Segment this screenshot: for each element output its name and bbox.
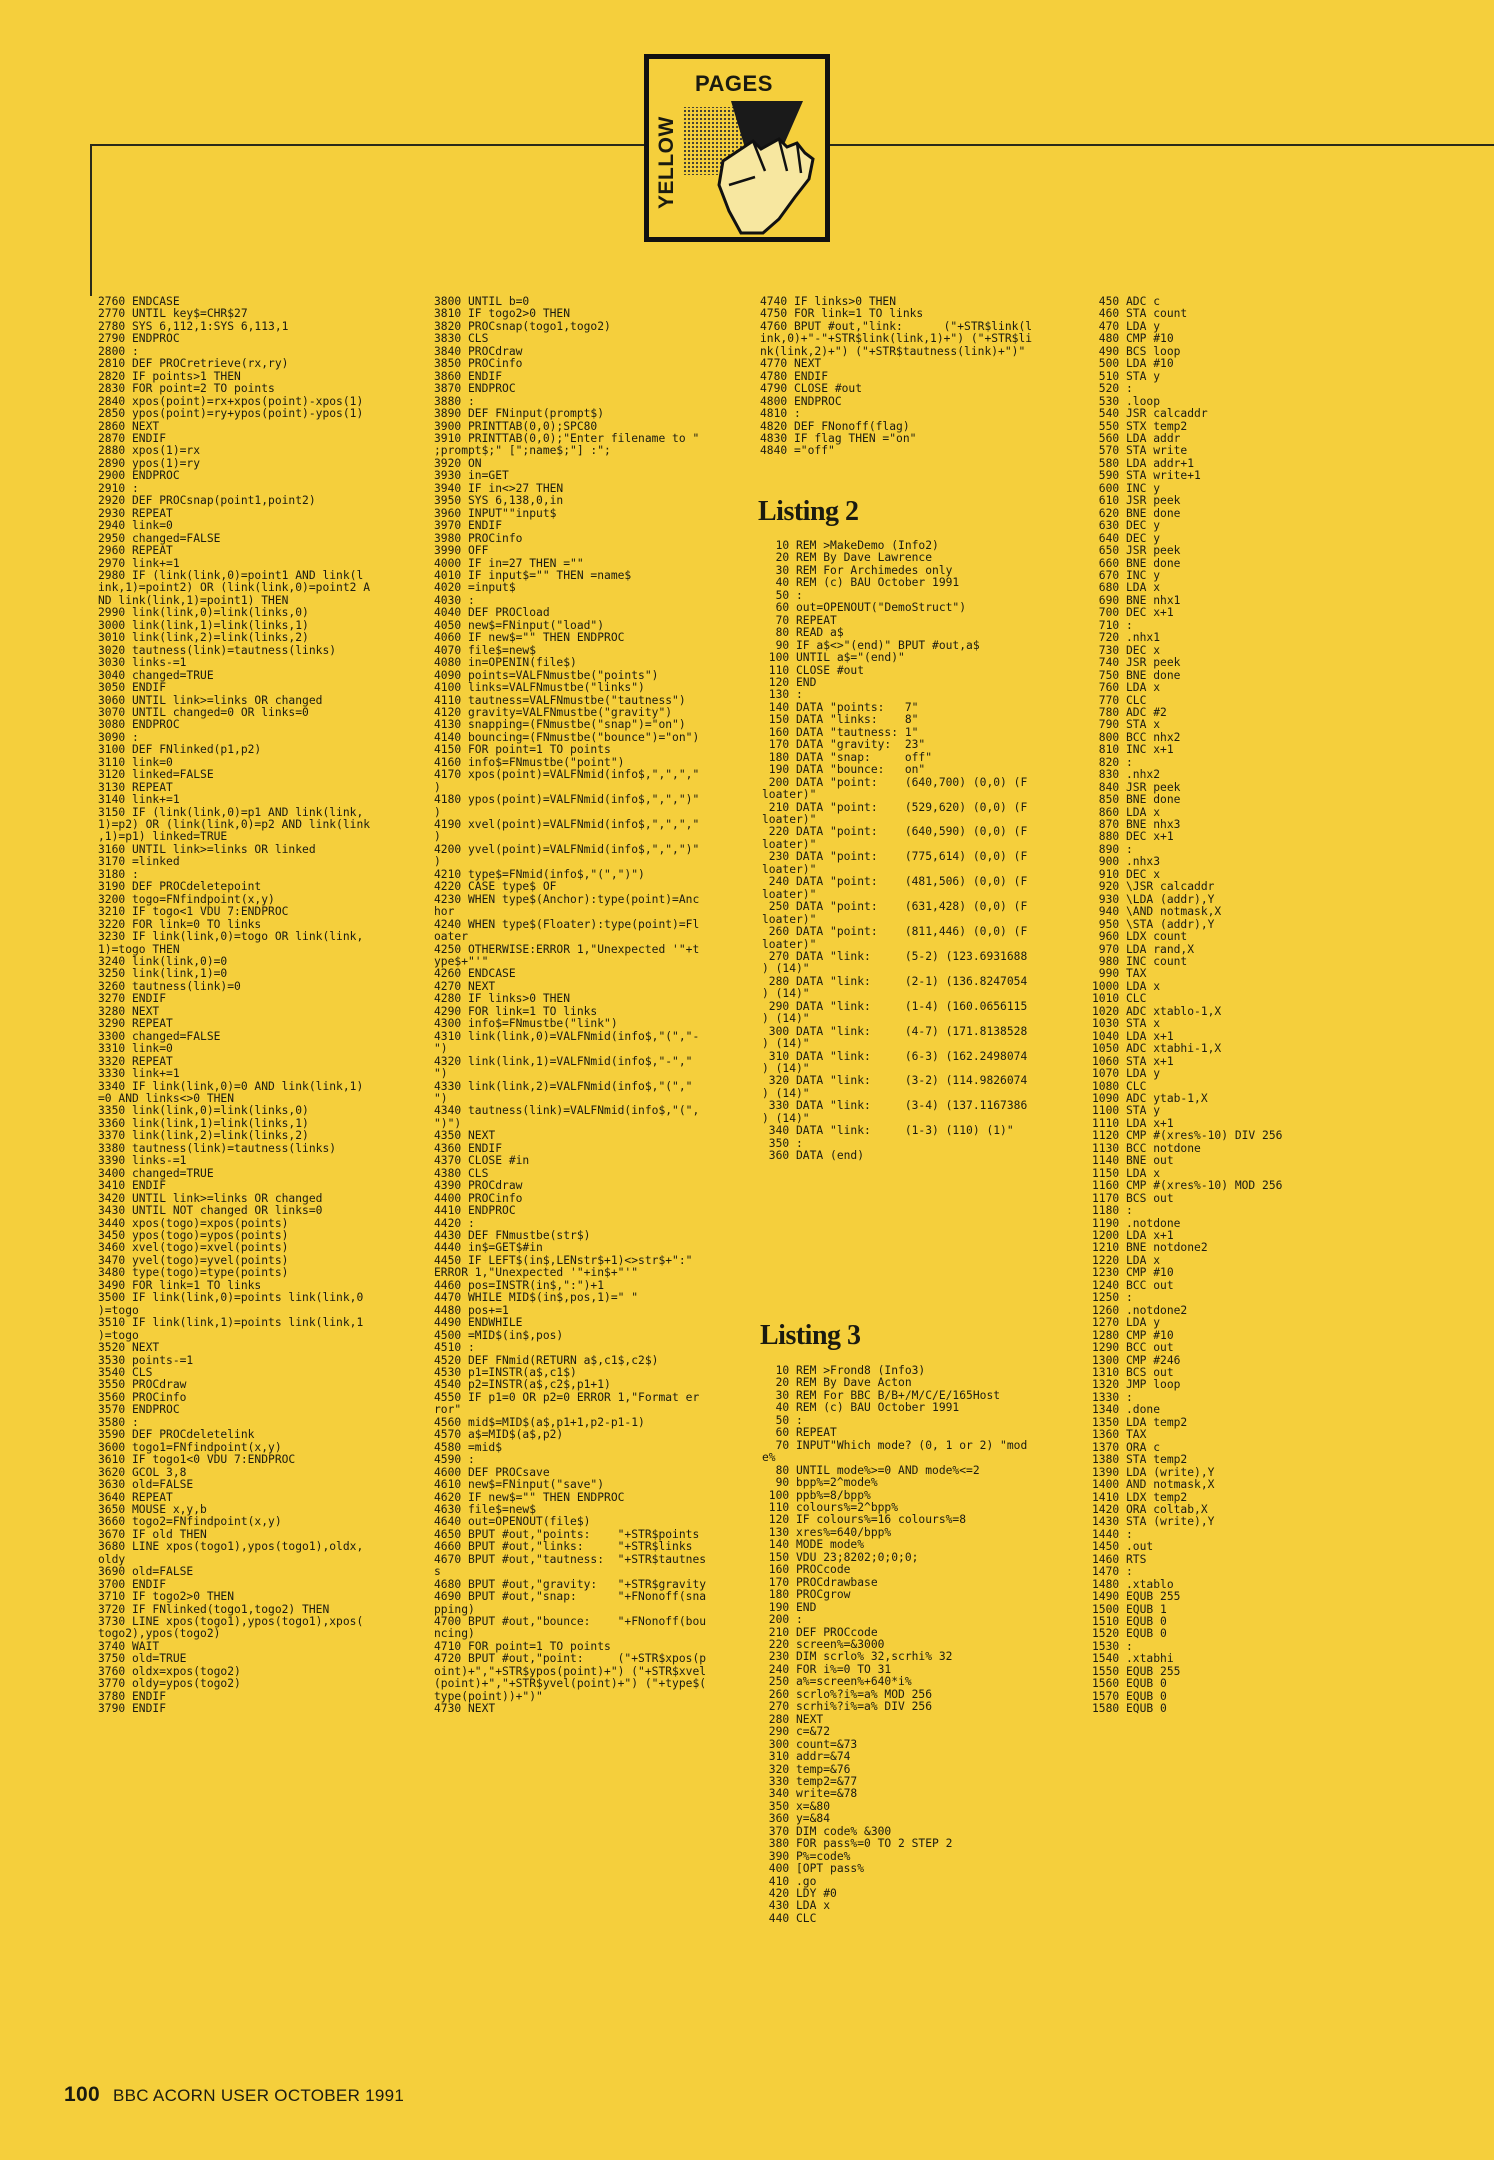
hand-icon	[683, 101, 823, 236]
yellow-pages-logo	[644, 54, 830, 242]
listing1-column-3: 4740 IF links>0 THEN 4750 FOR link=1 TO links 4760 BPUT #out,"link: ("+STR$link(l ink,0)+"-"+STR$link(link,1)+") ("+STR$li nk(link,2)+") ("+STR$tautness(link)+")" 4770 NEXT 4780 ENDIF 4790 CLOSE #out 4800 ENDPROC 4810 : 4820 DEF FNonoff(flag) 4830 IF flag THEN ="on" 4840 ="off"	[760, 295, 1033, 458]
listing1-column-2: 3800 UNTIL b=0 3810 IF togo2>0 THEN 3820 PROCsnap(togo1,togo2) 3830 CLS 3840 PROCdraw 3850 PROCinfo 3860 ENDIF 3870 ENDPROC 3880 : 3890 DEF FNinput(prompt$) 3900 PRINTTAB(0,0);SPC80 3910 PRINTTAB(0,0);"Enter filename to " ;prompt$;" [";name$;"] :"; 3920 ON 3930 in=GET 3940 IF in<>27 THEN 3950 SYS 6,138,0,in 3960 INPUT""input$ 3970 ENDIF 3980 PROCinfo 3990 OFF 4000 IF in=27 THEN ="" 4010 IF input$="" THEN =name$ 4020 =input$ 4030 : 4040 DEF PROCload 4050 new$=FNinput("load") 4060 IF new$="" THEN ENDPROC 4070 file$=new$ 4080 in=OPENIN(file$) 4090 points=VALFNmustbe("points") 4100 links=VALFNmustbe("links") 4110 tautness=VALFNmustbe("tautness") 4120 gravity=VALFNmustbe("gravity") 4130 snapping=(FNmustbe("snap")="on") 4140 bouncing=(FNmustbe("bounce")="on") 4150 FOR point=1 TO points 4160 info$=FNmustbe("point") 4170 xpos(point)=VALFNmid(info$,",","," ) 4180 ypos(point)=VALFNmid(info$,",",")" ) 4190 xvel(point)=VALFNmid(info$,",","," ) 4200 yvel(point)=VALFNmid(info$,",",")" ) 4210 type$=FNmid(info$,"(",")") 4220 CASE type$ OF 4230 WHEN type$(Anchor):type(point)=Anc hor 4240 WHEN type$(Floater):type(point)=Fl oater 4250 OTHERWISE:ERROR 1,"Unexpected '"+t ype$+"'" 4260 ENDCASE 4270 NEXT 4280 IF links>0 THEN 4290 FOR link=1 TO links 4300 info$=FNmustbe("link") 4310 link(link,0)=VALFNmid(info$,"(","- ") 4320 link(link,1)=VALFNmid(info$,"-"," ") 4330 link(link,2)=VALFNmid(info$,"("," ") 4340 tautness(link)=VALFNmid(info$,"(", ")") 4350 NEXT 4360 ENDIF 4370 CLOSE #in 4380 CLS 4390 PROCdraw 4400 PROCinfo 4410 ENDPROC 4420 : 4430 DEF FNmustbe(str$) 4440 in$=GET$#in 4450 IF LEFT$(in$,LENstr$+1)<>str$+":" ERROR 1,"Unexpected '"+in$+"'" 4460 pos=INSTR(in$,":")+1 4470 WHILE MID$(in$,pos,1)=" " 4480 pos+=1 4490 ENDWHILE 4500 =MID$(in$,pos) 4510 : 4520 DEF FNmid(RETURN a$,c1$,c2$) 4530 p1=INSTR(a$,c1$) 4540 p2=INSTR(a$,c2$,p1+1) 4550 IF p1=0 OR p2=0 ERROR 1,"Format er ror" 4560 mid$=MID$(a$,p1+1,p2-p1-1) 4570 a$=MID$(a$,p2) 4580 =mid$ 4590 : 4600 DEF PROCsave 4610 new$=FNinput("save") 4620 IF new$="" THEN ENDPROC 4630 file$=new$ 4640 out=OPENOUT(file$) 4650 BPUT #out,"points: "+STR$points 4660 BPUT #out,"links: "+STR$links 4670 BPUT #out,"tautness: "+STR$tautnes s 4680 BPUT #out,"gravity: "+STR$gravity 4690 BPUT #out,"snap: "+FNonoff(sna pping) 4700 BPUT #out,"bounce: "+FNonoff(bou ncing) 4710 FOR point=1 TO points 4720 BPUT #out,"point: ("+STR$xpos(p oint)+","+STR$ypos(point)+") ("+STR$xvel (point)+","+STR$yvel(point)+") ("+type$( type(point))+")" 4730 NEXT	[434, 295, 707, 1716]
page-number: 100	[64, 2083, 100, 2106]
listing1-column-1: 2760 ENDCASE 2770 UNTIL key$=CHR$27 2780 SYS 6,112,1:SYS 6,113,1 2790 ENDPROC 2800 : 2810 DEF PROCretrieve(rx,ry) 2820 IF points>1 THEN 2830 FOR point=2 TO points 2840 xpos(point)=rx+xpos(point)-xpos(1) 2850 ypos(point)=ry+ypos(point)-ypos(1) 2860 NEXT 2870 ENDIF 2880 xpos(1)=rx 2890 ypos(1)=ry 2900 ENDPROC 2910 : 2920 DEF PROCsnap(point1,point2) 2930 REPEAT 2940 link=0 2950 changed=FALSE 2960 REPEAT 2970 link+=1 2980 IF (link(link,0)=point1 AND link(l ink,1)=point2) OR (link(link,0)=point2 A ND link(link,1)=point1) THEN 2990 link(link,0)=link(links,0) 3000 link(link,1)=link(links,1) 3010 link(link,2)=link(links,2) 3020 tautness(link)=tautness(links) 3030 links-=1 3040 changed=TRUE 3050 ENDIF 3060 UNTIL link>=links OR changed 3070 UNTIL changed=0 OR links=0 3080 ENDPROC 3090 : 3100 DEF FNlinked(p1,p2) 3110 link=0 3120 linked=FALSE 3130 REPEAT 3140 link+=1 3150 IF (link(link,0)=p1 AND link(link, 1)=p2) OR (link(link,0)=p2 AND link(link ,1)=p1) linked=TRUE 3160 UNTIL link>=links OR linked 3170 =linked 3180 : 3190 DEF PROCdeletepoint 3200 togo=FNfindpoint(x,y) 3210 IF togo<1 VDU 7:ENDPROC 3220 FOR link=0 TO links 3230 IF link(link,0)=togo OR link(link, 1)=togo THEN 3240 link(link,0)=0 3250 link(link,1)=0 3260 tautness(link)=0 3270 ENDIF 3280 NEXT 3290 REPEAT 3300 changed=FALSE 3310 link=0 3320 REPEAT 3330 link+=1 3340 IF link(link,0)=0 AND link(link,1) =0 AND links<>0 THEN 3350 link(link,0)=link(links,0) 3360 link(link,1)=link(links,1) 3370 link(link,2)=link(links,2) 3380 tautness(link)=tautness(links) 3390 links-=1 3400 changed=TRUE 3410 ENDIF 3420 UNTIL link>=links OR changed 3430 UNTIL NOT changed OR links=0 3440 xpos(togo)=xpos(points) 3450 ypos(togo)=ypos(points) 3460 xvel(togo)=xvel(points) 3470 yvel(togo)=yvel(points) 3480 type(togo)=type(points) 3490 FOR link=1 TO links 3500 IF link(link,0)=points link(link,0 )=togo 3510 IF link(link,1)=points link(link,1 )=togo 3520 NEXT 3530 points-=1 3540 CLS 3550 PROCdraw 3560 PROCinfo 3570 ENDPROC 3580 : 3590 DEF PROCdeletelink 3600 togo1=FNfindpoint(x,y) 3610 IF togo1<0 VDU 7:ENDPROC 3620 GCOL 3,8 3630 old=FALSE 3640 REPEAT 3650 MOUSE x,y,b 3660 togo2=FNfindpoint(x,y) 3670 IF old THEN 3680 LINE xpos(togo1),ypos(togo1),oldx, oldy 3690 old=FALSE 3700 ENDIF 3710 IF togo2>0 THEN 3720 IF FNlinked(togo1,togo2) THEN 3730 LINE xpos(togo1),ypos(togo1),xpos( togo2),ypos(togo2) 3740 WAIT 3750 old=TRUE 3760 oldx=xpos(togo2) 3770 oldy=ypos(togo2) 3780 ENDIF 3790 ENDIF	[98, 295, 371, 1716]
listing2-heading: Listing 2	[758, 496, 859, 527]
listing3-heading: Listing 3	[760, 1320, 861, 1351]
logo-pages-word: PAGES	[695, 71, 773, 96]
page-footer	[64, 2083, 404, 2107]
listing3-column-4: 450 ADC c 460 STA count 470 LDA y 480 CMP #10 490 BCS loop 500 LDA #10 510 STA y 520 : 530 .loop 540 JSR calcaddr 550 STX temp2 560 LDA addr 570 STA write 580 LDA addr+1 590 STA write+1 600 INC y 610 JSR peek 620 BNE done 630 DEC y 640 DEC y 650 JSR peek 660 BNE done 670 INC y 680 LDA x 690 BNE nhx1 700 DEC x+1 710 : 720 .nhx1 730 DEC x 740 JSR peek 750 BNE done 760 LDA x 770 CLC 780 ADC #2 790 STA x 800 BCC nhx2 810 INC x+1 820 : 830 .nhx2 840 JSR peek 850 BNE done 860 LDA x 870 BNE nhx3 880 DEC x+1 890 : 900 .nhx3 910 DEC x 920 \JSR calcaddr 930 \LDA (addr),Y 940 \AND notmask,X 950 \STA (addr),Y 960 LDX count 970 LDA rand,X 980 INC count 990 TAX 1000 LDA x 1010 CLC 1020 ADC xtablo-1,X 1030 STA x 1040 LDA x+1 1050 ADC xtabhi-1,X 1060 STA x+1 1070 LDA y 1080 CLC 1090 ADC ytab-1,X 1100 STA y 1110 LDA x+1 1120 CMP #(xres%-10) DIV 256 1130 BCC notdone 1140 BNE out 1150 LDA x 1160 CMP #(xres%-10) MOD 256 1170 BCS out 1180 : 1190 .notdone 1200 LDA x+1 1210 BNE notdone2 1220 LDA x 1230 CMP #10 1240 BCC out 1250 : 1260 .notdone2 1270 LDA y 1280 CMP #10 1290 BCC out 1300 CMP #246 1310 BCS out 1320 JMP loop 1330 : 1340 .done 1350 LDA temp2 1360 TAX 1370 ORA c 1380 STA temp2 1390 LDA (write),Y 1400 AND notmask,X 1410 LDX temp2 1420 ORA coltab,X 1430 STA (write),Y 1440 : 1450 .out 1460 RTS 1470 : 1480 .xtablo 1490 EQUB 255 1500 EQUB 1 1510 EQUB 0 1520 EQUB 0 1530 : 1540 .xtabhi 1550 EQUB 255 1560 EQUB 0 1570 EQUB 0 1580 EQUB 0	[1092, 295, 1283, 1716]
logo-yellow-word: YELLOW	[655, 116, 678, 209]
publication-title: BBC ACORN USER OCTOBER 1991	[112, 2086, 405, 2105]
header-side-rule	[90, 144, 92, 296]
listing3-code: 10 REM >Frond8 (Info3) 20 REM By Dave Acton 30 REM For BBC B/B+/M/C/E/165Host 40 REM (c) BAU October 1991 50 : 60 REPEAT 70 INPUT"Which mode? (0, 1 or 2) "mod e% 80 UNTIL mode%>=0 AND mode%<=2 90 bpp%=2^mode% 100 ppb%=8/bpp% 110 colours%=2^bpp% 120 IF colours%=16 colours%=8 130 xres%=640/bpp% 140 MODE mode% 150 VDU 23;8202;0;0;0; 160 PROCcode 170 PROCdrawbase 180 PROCgrow 190 END 200 : 210 DEF PROCcode 220 screen%=&3000 230 DIM scrlo% 32,scrhi% 32 240 FOR i%=0 TO 31 250 a%=screen%+640*i% 260 scrlo%?i%=a% MOD 256 270 scrhi%?i%=a% DIV 256 280 NEXT 290 c=&72 300 count=&73 310 addr=&74 320 temp=&76 330 temp2=&77 340 write=&78 350 x=&80 360 y=&84 370 DIM code% &300 380 FOR pass%=0 TO 2 STEP 2 390 P%=code% 400 [OPT pass% 410 .go 420 LDY #0 430 LDA x 440 CLC	[762, 1364, 1028, 1925]
listing2-code: 10 REM >MakeDemo (Info2) 20 REM By Dave Lawrence 30 REM For Archimedes only 40 REM (c) BAU October 1991 50 : 60 out=OPENOUT("DemoStruct") 70 REPEAT 80 READ a$ 90 IF a$<>"(end)" BPUT #out,a$ 100 UNTIL a$="(end)" 110 CLOSE #out 120 END 130 : 140 DATA "points: 7" 150 DATA "links: 8" 160 DATA "tautness: 1" 170 DATA "gravity: 23" 180 DATA "snap: off" 190 DATA "bounce: on" 200 DATA "point: (640,700) (0,0) (F loater)" 210 DATA "point: (529,620) (0,0) (F loater)" 220 DATA "point: (640,590) (0,0) (F loater)" 230 DATA "point: (775,614) (0,0) (F loater)" 240 DATA "point: (481,506) (0,0) (F loater)" 250 DATA "point: (631,428) (0,0) (F loater)" 260 DATA "point: (811,446) (0,0) (F loater)" 270 DATA "link: (5-2) (123.6931688 ) (14)" 280 DATA "link: (2-1) (136.8247054 ) (14)" 290 DATA "link: (1-4) (160.0656115 ) (14)" 300 DATA "link: (4-7) (171.8138528 ) (14)" 310 DATA "link: (6-3) (162.2498074 ) (14)" 320 DATA "link: (3-2) (114.9826074 ) (14)" 330 DATA "link: (3-4) (137.1167386 ) (14)" 340 DATA "link: (1-3) (110) (1)" 350 : 360 DATA (end)	[762, 539, 1028, 1163]
